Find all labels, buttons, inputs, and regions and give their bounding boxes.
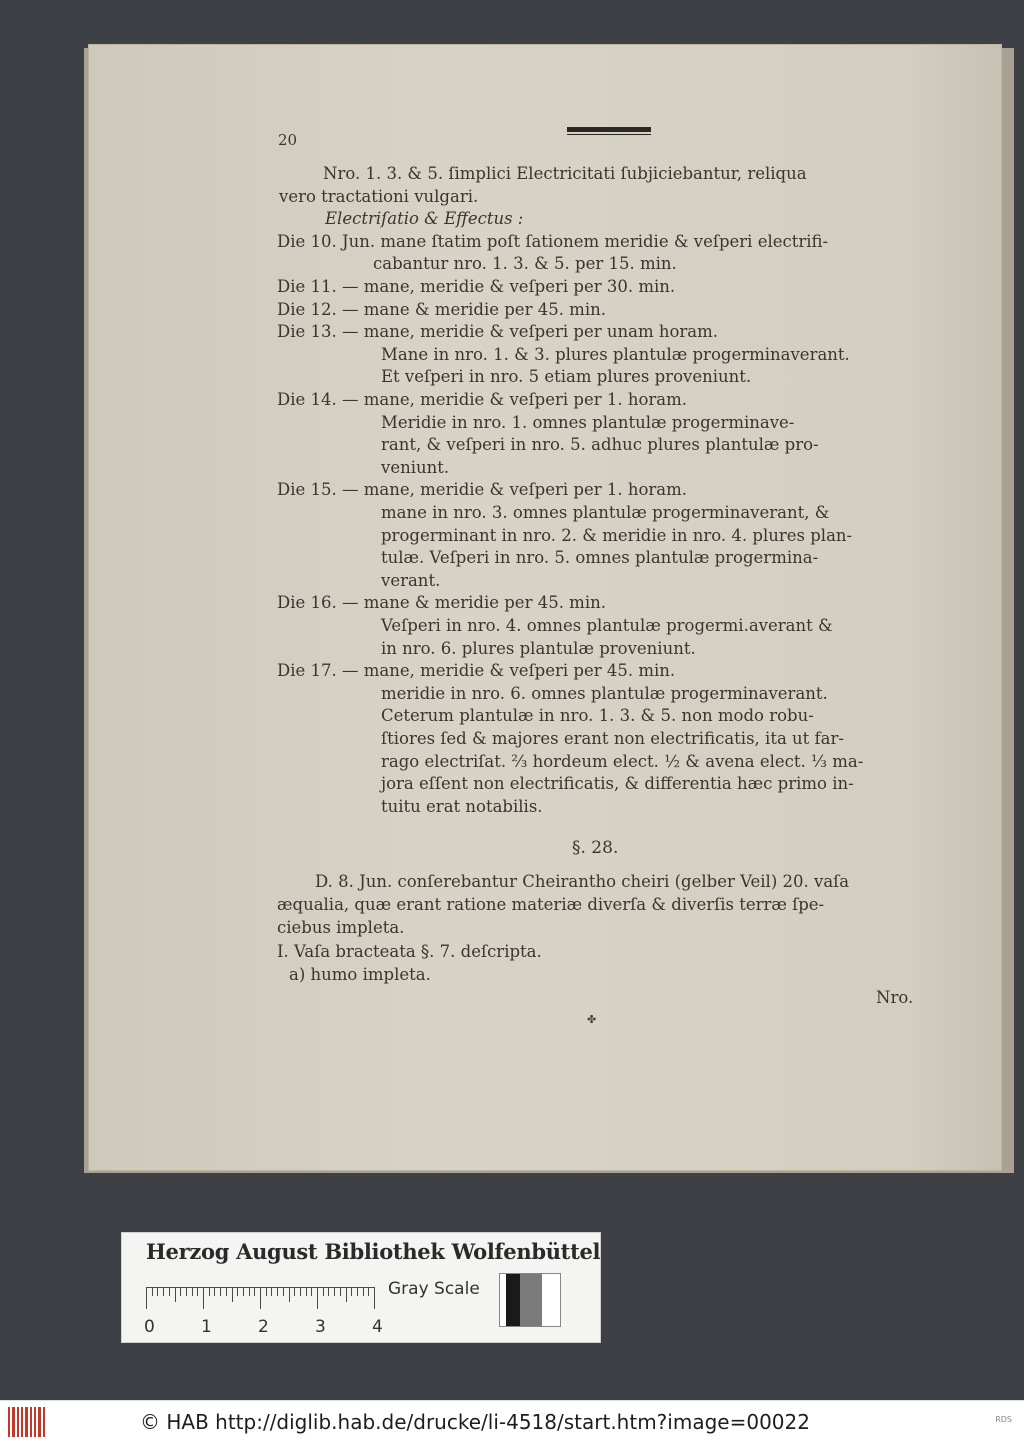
line-text: progerminant in nro. 2. & meridie in nro. 4. plures plan- <box>381 525 853 545</box>
line-text: tulæ. Veſperi in nro. 5. omnes plantulæ progermina- <box>381 548 819 568</box>
text-line <box>381 796 543 819</box>
catchword: Nro. <box>876 988 914 1007</box>
ruler-tick <box>277 1287 278 1296</box>
ruler-tick <box>368 1287 369 1296</box>
line-text: vero tractationi vulgari. <box>279 186 479 206</box>
ruler-tick <box>175 1287 176 1302</box>
ruler-tick <box>289 1287 290 1302</box>
text-line <box>277 231 828 254</box>
text-line <box>277 592 606 615</box>
line-text: veniunt. <box>381 457 450 477</box>
gray-swatch <box>506 1274 520 1326</box>
day-label: Die 10. Jun. <box>277 231 376 251</box>
ruler-tick <box>317 1287 318 1309</box>
ruler-tick <box>192 1287 193 1296</box>
library-name: Herzog August Bibliothek Wolfenbüttel <box>146 1239 601 1264</box>
day-label: Die 13. <box>277 322 337 342</box>
line-text: Et veſperi in nro. 5 etiam plures proveniunt. <box>381 367 752 387</box>
day-label: Die 15. <box>277 480 337 500</box>
text-line <box>381 434 819 457</box>
text-line <box>381 570 440 593</box>
ruler-tick <box>243 1287 244 1296</box>
text-line <box>381 366 751 389</box>
text-line <box>277 276 675 299</box>
line-text: Ceterum plantulæ in nro. 1. 3. & 5. non modo robu- <box>381 706 814 726</box>
ruler-tick <box>226 1287 227 1296</box>
text-line <box>381 773 854 796</box>
viewer-footer <box>0 1400 1024 1443</box>
ruler-number: 0 <box>144 1317 155 1337</box>
ruler-tick <box>266 1287 267 1296</box>
text-line <box>381 615 833 638</box>
ruler-tick <box>374 1287 375 1309</box>
color-calibration-card <box>121 1232 601 1343</box>
text-line <box>277 660 675 683</box>
text-line <box>381 751 863 774</box>
text-line <box>381 638 696 661</box>
line-text: Nro. 1. 3. & 5. ſimplici Electricitati ſubjiciebantur, reliqua <box>323 164 807 183</box>
text-line <box>373 253 677 276</box>
ruler-tick <box>357 1287 358 1296</box>
line-text: — mane & meridie per 45. min. <box>342 299 606 319</box>
ruler-tick <box>146 1287 147 1309</box>
ruler-tick <box>363 1287 364 1296</box>
line-text: jora eſſent non electrificatis, & differentia hæc primo in- <box>381 774 854 794</box>
text-line <box>277 321 718 344</box>
line-text: mane in nro. 3. omnes plantulæ progerminaverant, & <box>381 503 830 522</box>
ruler-tick <box>306 1287 307 1296</box>
gray-scale-label: Gray Scale <box>388 1279 480 1299</box>
ruler-number: 2 <box>258 1317 269 1337</box>
ruler-tick <box>334 1287 335 1296</box>
line-text: mane ſtatim poſt ſationem meridie & veſperi electrifi- <box>380 231 829 251</box>
text-line <box>381 547 818 570</box>
ruler-tick <box>328 1287 329 1296</box>
ruler-tick <box>237 1287 238 1296</box>
ruler-tick <box>323 1287 324 1296</box>
header-rule <box>567 127 651 132</box>
ruler-number: 4 <box>372 1317 383 1337</box>
ruler-tick <box>254 1287 255 1296</box>
text-line <box>381 728 844 751</box>
text-line <box>381 344 850 367</box>
text-line <box>381 502 829 525</box>
line-text: — mane, meridie & veſperi per 1. horam. <box>342 480 688 500</box>
line-text: Veſperi in nro. 4. omnes plantulæ progermi.averant & <box>381 616 833 635</box>
header-rule-thin <box>567 134 651 135</box>
text-line <box>381 683 828 706</box>
ruler-tick <box>157 1287 158 1296</box>
line-text: ſtiores ſed & majores erant non electrificatis, ita ut far- <box>381 729 844 748</box>
day-label: Die 17. <box>277 661 337 681</box>
day-label: Die 12. <box>277 299 337 319</box>
line-text: meridie in nro. 6. omnes plantulæ progerminaverant. <box>381 683 828 703</box>
ruler-tick <box>340 1287 341 1296</box>
text-line <box>277 299 606 322</box>
line-text: — mane, meridie & veſperi per unam horam. <box>342 322 719 342</box>
line-text: Meridie in nro. 1. omnes plantulæ progerminave- <box>381 412 795 432</box>
ruler-tick <box>351 1287 352 1296</box>
text-line <box>381 705 814 728</box>
text-line <box>277 389 687 412</box>
line-text: Mane in nro. 1. & 3. plures plantulæ progerminaverant. <box>381 344 850 364</box>
text-line <box>277 479 687 502</box>
gray-swatch <box>520 1274 542 1326</box>
ruler-tick <box>209 1287 210 1296</box>
line-text: Electriſatio & Effectus : <box>325 209 524 229</box>
text-line <box>279 186 478 209</box>
ruler-tick <box>283 1287 284 1296</box>
paragraph-line: ciebus impleta. <box>277 918 405 937</box>
ruler-number: 1 <box>201 1317 212 1337</box>
ruler-tick <box>346 1287 347 1302</box>
ruler-tick <box>214 1287 215 1296</box>
footer-mark: RDS <box>995 1415 1012 1424</box>
ruler-tick <box>260 1287 261 1309</box>
ruler-tick <box>294 1287 295 1296</box>
paragraph-line: æqualia, quæ erant ratione materiæ diverſa & diverſis terræ ſpe- <box>277 895 825 914</box>
ruler-tick <box>163 1287 164 1296</box>
day-label: Die 11. <box>277 277 337 296</box>
book-page <box>88 44 1002 1171</box>
section-heading: §. 28. <box>572 838 619 858</box>
ruler-number: 3 <box>315 1317 326 1337</box>
line-text: — mane, meridie & veſperi per 1. horam. <box>342 390 688 409</box>
scale-ruler <box>146 1287 374 1311</box>
paragraph-line: a) humo impleta. <box>289 965 431 984</box>
printer-ornament: ✤ <box>587 1013 597 1026</box>
line-text: verant. <box>381 570 441 590</box>
ruler-tick <box>186 1287 187 1296</box>
ruler-tick <box>197 1287 198 1296</box>
line-text: cabantur nro. 1. 3. & 5. per 15. min. <box>373 254 677 274</box>
line-text: rago electriſat. ⅔ hordeum elect. ½ & avena elect. ⅓ ma- <box>381 751 864 771</box>
gray-swatch <box>542 1274 560 1326</box>
ruler-tick <box>169 1287 170 1296</box>
text-line <box>381 412 794 435</box>
text-line <box>381 525 852 548</box>
ruler-tick <box>311 1287 312 1296</box>
line-text: rant, & veſperi in nro. 5. adhuc plures plantulæ pro- <box>381 435 819 455</box>
text-line <box>381 457 449 480</box>
text-line <box>323 163 807 186</box>
line-text: tuitu erat notabilis. <box>381 796 543 816</box>
barcode-icon <box>8 1407 48 1437</box>
text-line <box>325 208 523 231</box>
ruler-tick <box>152 1287 153 1296</box>
ruler-tick <box>220 1287 221 1296</box>
line-text: — mane, meridie & veſperi per 45. min. <box>342 661 676 681</box>
ruler-tick <box>232 1287 233 1302</box>
ruler-tick <box>203 1287 204 1309</box>
line-text: in nro. 6. plures plantulæ proveniunt. <box>381 638 696 658</box>
gray-scale-swatches <box>499 1273 561 1327</box>
ruler-tick <box>271 1287 272 1296</box>
ruler-tick <box>300 1287 301 1296</box>
paragraph-line: D. 8. Jun. conſerebantur Cheirantho cheiri (gelber Veil) 20. vaſa <box>315 872 850 891</box>
line-text: — mane & meridie per 45. min. <box>342 593 606 613</box>
paragraph-line: I. Vaſa bracteata §. 7. deſcripta. <box>277 942 542 961</box>
ruler-tick <box>180 1287 181 1296</box>
day-label: Die 16. <box>277 593 337 613</box>
day-label: Die 14. <box>277 390 337 409</box>
page-number: 20 <box>278 131 298 149</box>
ruler-tick <box>249 1287 250 1296</box>
copyright-link[interactable]: © HAB http://diglib.hab.de/drucke/li-4518/start.htm?image=00022 <box>140 1410 810 1434</box>
line-text: — mane, meridie & veſperi per 30. min. <box>342 277 676 296</box>
